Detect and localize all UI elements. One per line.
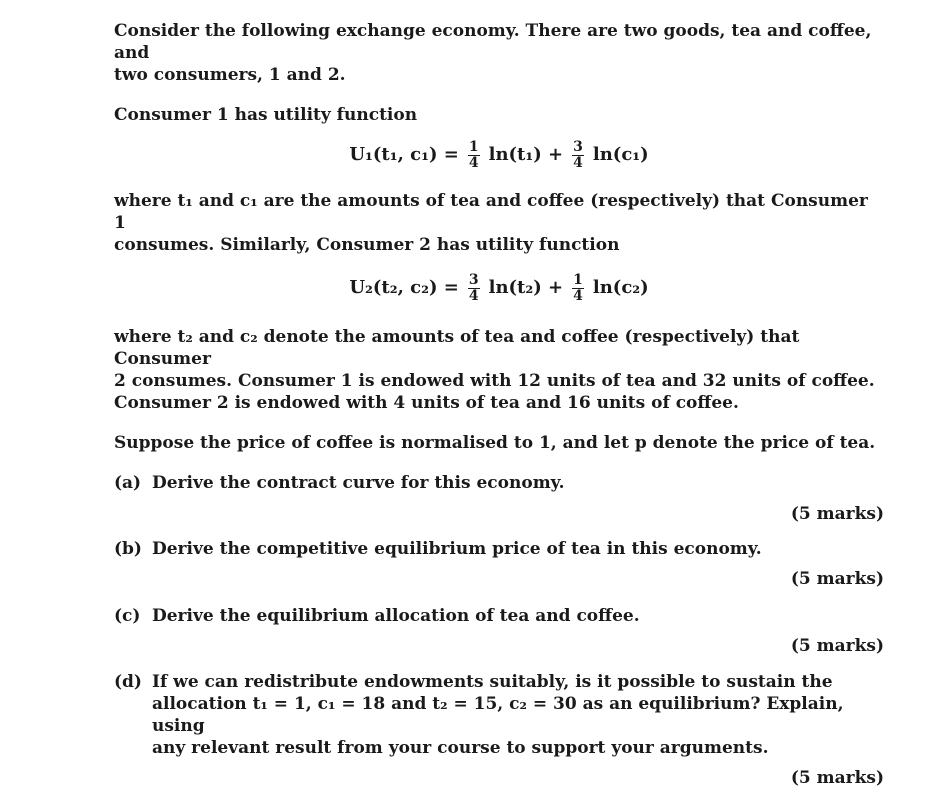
eq1-frac1-denominator: 4 [468, 154, 479, 171]
intro-line-2: two consumers, 1 and 2. [114, 65, 346, 85]
part-d-label: (d) [114, 672, 142, 692]
part-b-text: Derive the competitive equilibrium price of tea in this economy. [152, 539, 762, 559]
eq2-fraction-1 [467, 273, 481, 304]
eq1-term-1: ln(t₁) + [488, 144, 564, 165]
utility-equation-2 [114, 256, 884, 320]
part-d [114, 671, 884, 759]
after-eq1-line-1: where t₁ and c₁ are the amounts of tea and coffee (respectively) that Consumer 1 [114, 191, 868, 233]
eq2-term-2: ln(c₂) [592, 277, 649, 298]
eq2-term-1: ln(t₂) + [488, 277, 564, 298]
eq1-frac1-numerator: 1 [468, 138, 479, 155]
after-eq2-line-2: 2 consumes. Consumer 1 is endowed with 12 units of tea and 32 units of coffee. [114, 371, 875, 391]
part-c-text: Derive the equilibrium allocation of tea and coffee. [152, 606, 640, 626]
part-a-marks: (5 marks) [790, 504, 884, 524]
eq2-frac2-denominator: 4 [573, 287, 583, 304]
part-d-line-3: any relevant result from your course to support your arguments. [152, 738, 769, 758]
eq2-lhs: U₂(t₂, c₂) = [349, 277, 459, 298]
eq2-fraction-2 [571, 273, 585, 304]
part-d-marks: (5 marks) [790, 768, 884, 788]
eq1-lhs: U₁(t₁, c₁) = [349, 144, 459, 165]
eq2-frac1-numerator: 3 [468, 271, 479, 288]
price-note: Suppose the price of coffee is normalised to 1, and let p denote the price of tea. [114, 433, 876, 453]
part-a [114, 472, 884, 494]
after-eq1-line-2: consumes. Similarly, Consumer 2 has utility function [114, 235, 620, 255]
eq2-frac2-numerator: 1 [573, 271, 583, 288]
part-d-line-1: If we can redistribute endowments suitably, is it possible to sustain the [152, 672, 833, 692]
intro-line-1: Consider the following exchange economy. There are two goods, tea and coffee, and [114, 21, 872, 63]
eq2-frac1-denominator: 4 [468, 287, 479, 304]
eq1-fraction-1 [467, 140, 481, 171]
part-b-label: (b) [114, 539, 142, 559]
part-b-marks: (5 marks) [790, 569, 884, 589]
eq1-frac2-denominator: 4 [573, 154, 583, 171]
question-page [114, 20, 884, 789]
part-a-label: (a) [114, 473, 142, 493]
after-eq2-line-1: where t₂ and c₂ denote the amounts of tea and coffee (respectively) that Consumer [114, 327, 800, 369]
part-a-text: Derive the contract curve for this economy. [152, 473, 565, 493]
utility-equation-1 [114, 126, 884, 184]
part-b [114, 538, 884, 560]
part-d-line-2: allocation t₁ = 1, c₁ = 18 and t₂ = 15, c₂ = 30 as an equilibrium? Explain, using [152, 694, 844, 736]
consumer1-heading: Consumer 1 has utility function [114, 105, 418, 125]
part-c [114, 605, 884, 627]
part-c-label: (c) [114, 606, 141, 626]
eq1-fraction-2 [571, 140, 585, 171]
eq1-term-2: ln(c₁) [592, 144, 649, 165]
after-eq2-line-3: Consumer 2 is endowed with 4 units of tea and 16 units of coffee. [114, 393, 739, 413]
part-c-marks: (5 marks) [790, 636, 884, 656]
eq1-frac2-numerator: 3 [573, 138, 583, 155]
